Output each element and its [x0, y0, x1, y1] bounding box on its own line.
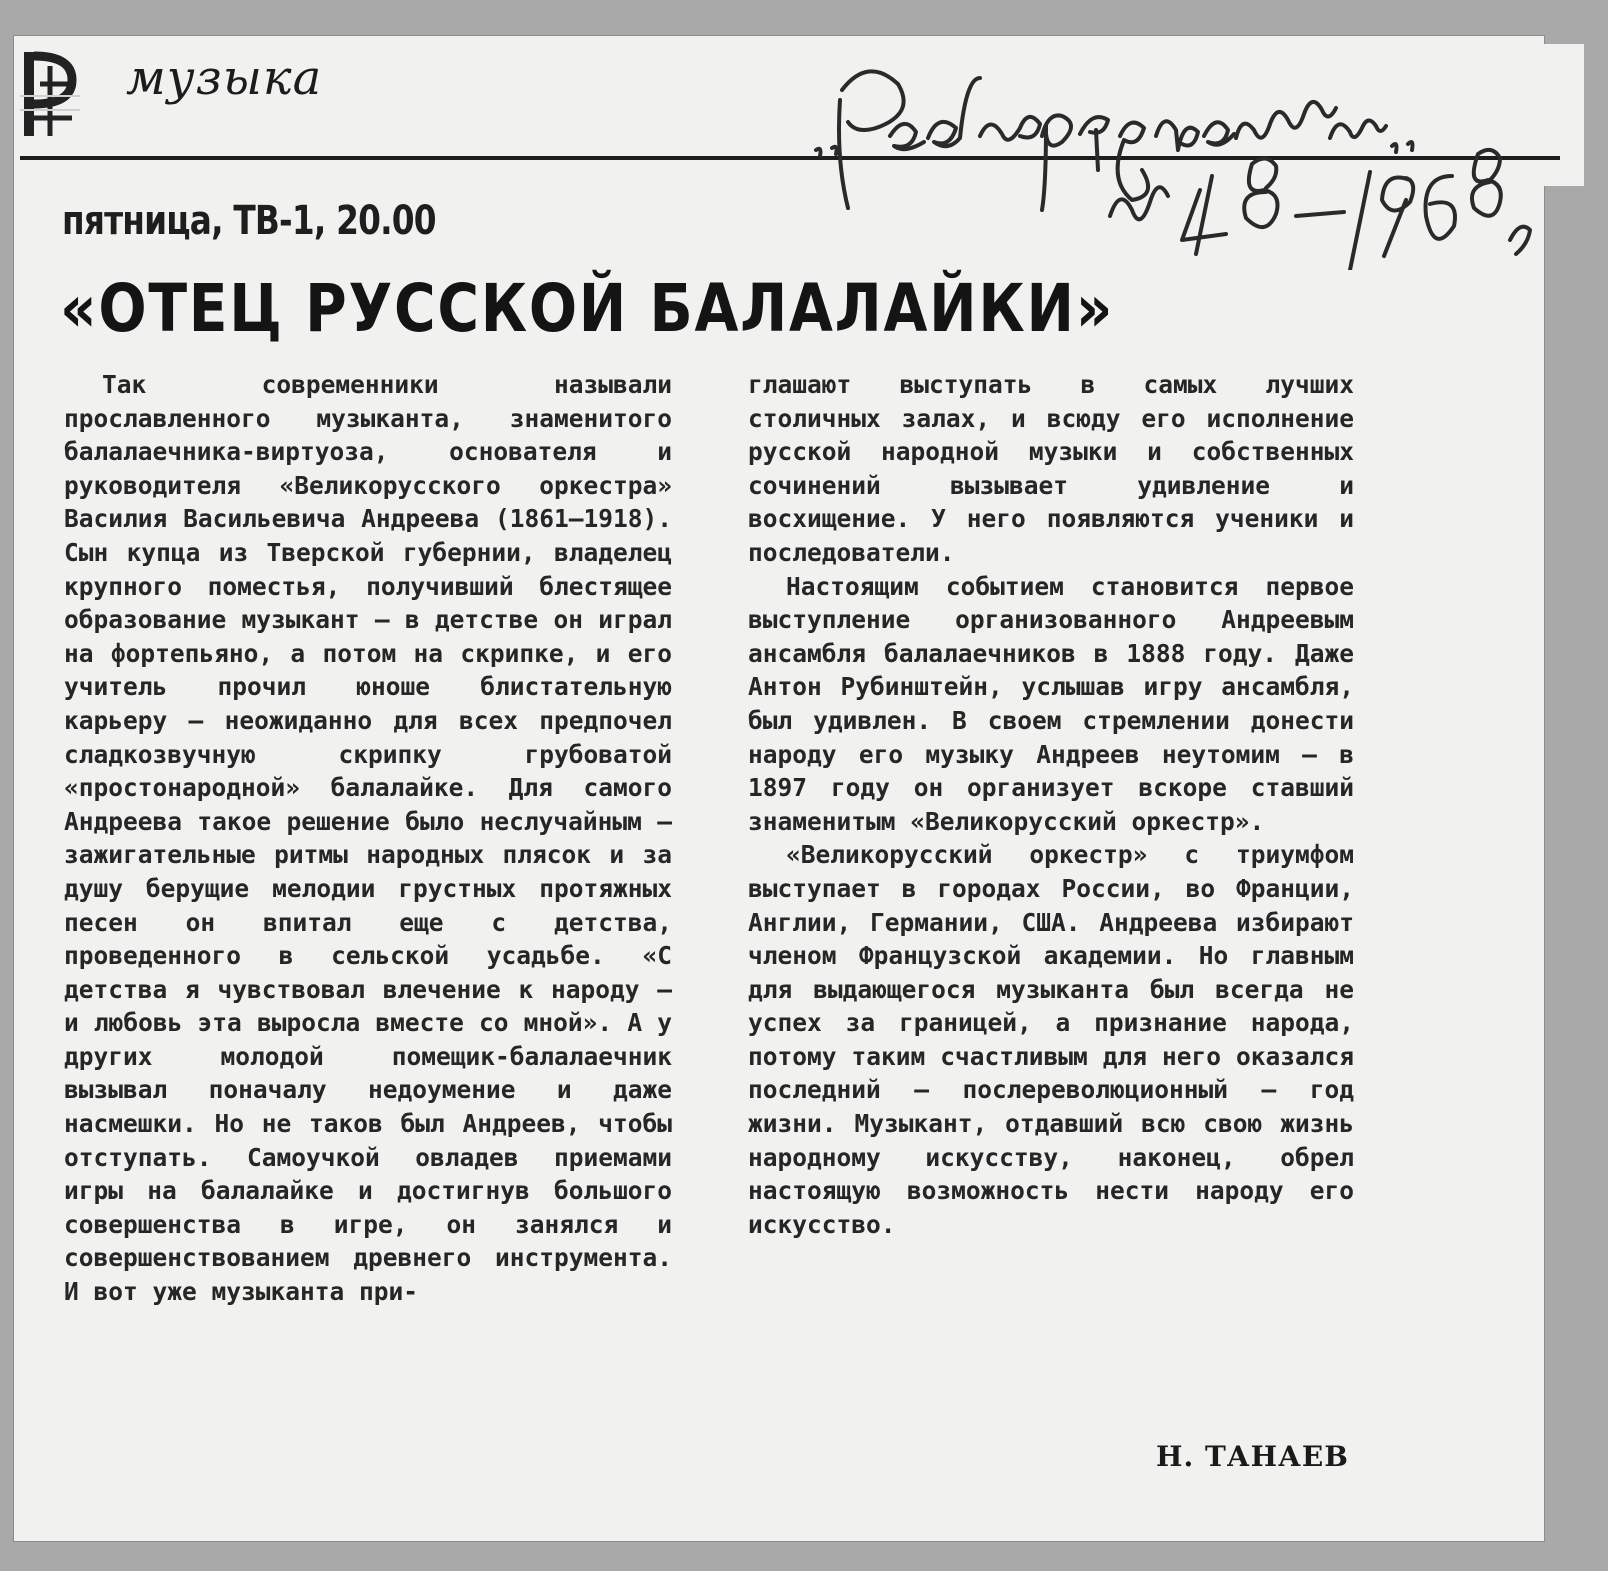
article-paragraph: Так современники называли прославленного музыканта, знаменитого балалаечника-виртуоза, основателя и руководителя «Великорусского оркестра» Василия Васильевича Андреева (1861—1918). Сын купца из Тверской губернии, владелец крупного поместья, получивший блестящее образование музыкант — в детстве он играл на фортепьяно, а потом на скрипке, и его учитель прочил юноше блистательную карьеру — неожиданно для всех предпочел сладкозвучную скрипку грубоватой «простонародной» балалайке. Для самого Андреева такое решение было неслучайным — зажигательные ритмы народных плясок и за душу берущие мелодии грустных протяжных песен он впитал еще с детства, проведенного в сельской усадьбе. «С детства я чувствовал влечение к народу — и любовь эта выросла вместе со мной». А у других молодой помещик-балалаечник вызывал поначалу недоумение и даже насмешки. Но не таков был Андреев, чтобы отступать. Самоучкой овладев приемами игры на балалайке и достигнув большого совершенства в игре, он занялся и совершенствованием древнего инструмента. И вот уже музыканта при- [64, 370, 672, 1307]
article-paragraph: «Великорусский оркестр» с триумфом выступает в городах России, во Франции, Англии, Германии, США. Андреева избирают членом Французской академии. Но главным для выдающегося музыканта был всегда не успех за границей, а признание народа, потому таким счастливым для него оказался последний — послереволюционный — год жизни. Музыкант, отдавший всю свою жизнь народному искусству, наконец, обрел настоящую возможность нести народу его искусство. [748, 840, 1354, 1239]
handwritten-annotation [780, 40, 1540, 270]
article-paragraph: Настоящим событием становится первое выступление организованного Андреевым ансамбля балалаечников в 1888 году. Даже Антон Рубинштейн, услышав игру ансамбля, был удивлен. В своем стремлении донести народу его музыку Андреев неутомим — в 1897 году он организует вскоре ставший знаменитым «Великорусский оркестр». [748, 571, 1354, 836]
article-column-1 [64, 368, 672, 1309]
article-headline: «ОТЕЦ РУССКОЙ БАЛАЛАЙКИ» [60, 270, 1115, 347]
article-byline: Н. ТАНАЕВ [1156, 1440, 1349, 1473]
handwriting-strokes [780, 40, 1540, 270]
article-paragraph: глашают выступать в самых лучших столичных залах, и всюду его исполнение русской народной музыки и собственных сочинений вызывает удивление и восхищение. У него появляются ученики и последователи. [748, 370, 1354, 567]
article-column-2 [748, 368, 1354, 1241]
radio-logo-icon [20, 46, 80, 142]
rubric-label: музыка [126, 50, 323, 106]
broadcast-schedule: пятница, ТВ-1, 20.00 [62, 198, 436, 244]
